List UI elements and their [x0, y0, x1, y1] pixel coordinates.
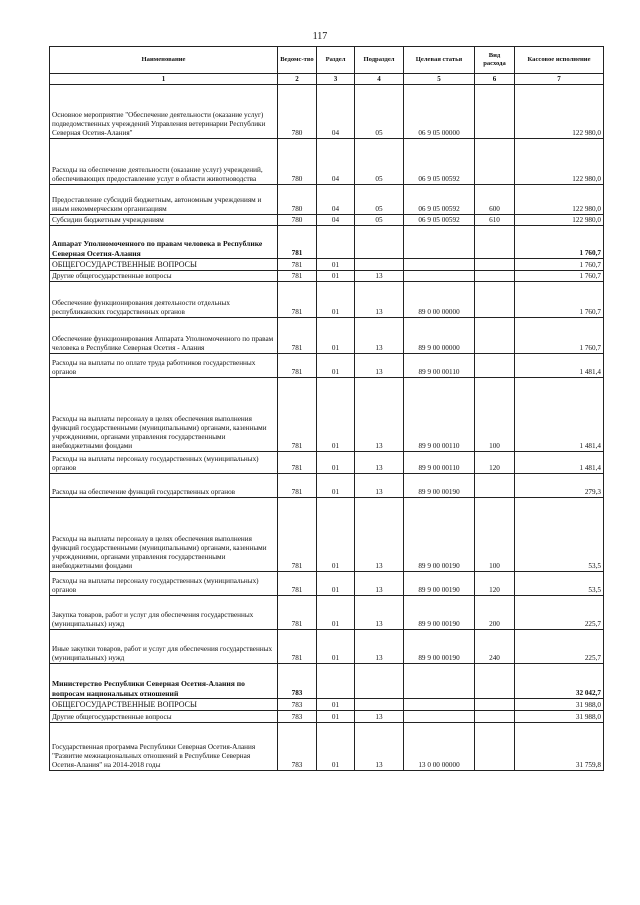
- cell-name: ОБЩЕГОСУДАРСТВЕННЫЕ ВОПРОСЫ: [50, 259, 278, 271]
- cell-target: 06 9 05 00592: [404, 139, 475, 185]
- cell-name: Расходы на выплаты персоналу государственных (муниципальных) органов: [50, 572, 278, 596]
- table-row: [50, 259, 604, 271]
- cell-name: Иные закупки товаров, работ и услуг для обеспечения государственных (муниципальных) нужд: [50, 630, 278, 664]
- cell-dept: 781: [278, 378, 317, 452]
- cell-target: 06 9 05 00592: [404, 215, 475, 226]
- cell-cash: 1 760,7: [515, 226, 604, 259]
- table-row: [50, 572, 604, 596]
- cell-dept: 781: [278, 271, 317, 282]
- cell-exptype: [475, 85, 515, 139]
- cell-cash: 1 481,4: [515, 354, 604, 378]
- cell-dept: 781: [278, 452, 317, 474]
- cell-subsection: 05: [355, 185, 404, 215]
- table-row: [50, 596, 604, 630]
- cell-section: 01: [317, 630, 355, 664]
- table-row: [50, 354, 604, 378]
- cell-exptype: [475, 723, 515, 771]
- cell-section: 04: [317, 85, 355, 139]
- cell-exptype: 200: [475, 596, 515, 630]
- cell-exptype: [475, 139, 515, 185]
- cell-section: 01: [317, 711, 355, 723]
- cell-subsection: 13: [355, 378, 404, 452]
- cell-dept: 780: [278, 185, 317, 215]
- cell-cash: 1 760,7: [515, 318, 604, 354]
- cell-target: [404, 226, 475, 259]
- column-number: 6: [475, 74, 515, 85]
- cell-subsection: [355, 226, 404, 259]
- cell-subsection: 13: [355, 630, 404, 664]
- cell-section: 04: [317, 215, 355, 226]
- cell-target: 13 0 00 00000: [404, 723, 475, 771]
- cell-dept: 780: [278, 215, 317, 226]
- header-dept: Ведомс-тво: [278, 47, 317, 74]
- cell-dept: 781: [278, 630, 317, 664]
- column-number: 3: [317, 74, 355, 85]
- cell-section: 01: [317, 596, 355, 630]
- cell-dept: 781: [278, 498, 317, 572]
- cell-section: 01: [317, 498, 355, 572]
- cell-dept: 783: [278, 699, 317, 711]
- cell-subsection: 05: [355, 85, 404, 139]
- cell-cash: 122 980,0: [515, 85, 604, 139]
- cell-section: 01: [317, 572, 355, 596]
- cell-section: 01: [317, 723, 355, 771]
- cell-exptype: [475, 282, 515, 318]
- cell-name: Государственная программа Республики Северная Осетия-Алания "Развитие межнациональных отношений в Республике Северная Осетия-Алания" на 2014-2018 годы: [50, 723, 278, 771]
- cell-section: 01: [317, 282, 355, 318]
- cell-cash: 31 759,8: [515, 723, 604, 771]
- table-row: [50, 474, 604, 498]
- cell-dept: 783: [278, 723, 317, 771]
- cell-section: 01: [317, 378, 355, 452]
- table-row: [50, 318, 604, 354]
- table-row: [50, 139, 604, 185]
- cell-cash: 1 760,7: [515, 259, 604, 271]
- cell-exptype: [475, 711, 515, 723]
- column-number: 1: [50, 74, 278, 85]
- cell-cash: 225,7: [515, 596, 604, 630]
- cell-cash: 53,5: [515, 498, 604, 572]
- cell-dept: 781: [278, 596, 317, 630]
- cell-name: Обеспечение функционирования деятельности отдельных республиканских государственных органов: [50, 282, 278, 318]
- cell-subsection: 13: [355, 572, 404, 596]
- cell-dept: 783: [278, 664, 317, 699]
- page-number: 117: [312, 31, 328, 42]
- cell-subsection: 13: [355, 723, 404, 771]
- table-row: [50, 723, 604, 771]
- cell-cash: 1 760,7: [515, 282, 604, 318]
- cell-subsection: 05: [355, 215, 404, 226]
- table-row: [50, 282, 604, 318]
- cell-cash: 279,3: [515, 474, 604, 498]
- cell-cash: 53,5: [515, 572, 604, 596]
- cell-subsection: 13: [355, 354, 404, 378]
- cell-exptype: 610: [475, 215, 515, 226]
- cell-name: Расходы на выплаты по оплате труда работников государственных органов: [50, 354, 278, 378]
- cell-target: [404, 699, 475, 711]
- cell-dept: 780: [278, 85, 317, 139]
- cell-cash: 1 760,7: [515, 271, 604, 282]
- cell-target: 89 9 00 00000: [404, 318, 475, 354]
- header-name: Наименование: [50, 47, 278, 74]
- cell-target: 89 0 00 00000: [404, 282, 475, 318]
- cell-subsection: 13: [355, 711, 404, 723]
- table-row: [50, 452, 604, 474]
- table-row: [50, 85, 604, 139]
- cell-name: Закупка товаров, работ и услуг для обеспечения государственных (муниципальных) нужд: [50, 596, 278, 630]
- cell-exptype: [475, 226, 515, 259]
- cell-target: 89 9 00 00190: [404, 572, 475, 596]
- cell-section: 01: [317, 259, 355, 271]
- cell-exptype: 600: [475, 185, 515, 215]
- cell-cash: 122 980,0: [515, 215, 604, 226]
- cell-target: 89 9 00 00110: [404, 378, 475, 452]
- cell-exptype: [475, 318, 515, 354]
- cell-subsection: 13: [355, 282, 404, 318]
- cell-exptype: [475, 474, 515, 498]
- cell-exptype: 120: [475, 452, 515, 474]
- cell-exptype: [475, 699, 515, 711]
- cell-section: 01: [317, 354, 355, 378]
- cell-subsection: [355, 259, 404, 271]
- cell-cash: 31 988,0: [515, 711, 604, 723]
- cell-dept: 783: [278, 711, 317, 723]
- table-row: [50, 699, 604, 711]
- cell-dept: 781: [278, 572, 317, 596]
- cell-target: [404, 259, 475, 271]
- cell-target: 89 9 00 00190: [404, 596, 475, 630]
- column-number: 2: [278, 74, 317, 85]
- cell-subsection: 13: [355, 318, 404, 354]
- column-number-row: [50, 74, 604, 85]
- cell-target: 06 9 05 00592: [404, 185, 475, 215]
- column-number: 5: [404, 74, 475, 85]
- cell-subsection: 13: [355, 596, 404, 630]
- cell-exptype: 120: [475, 572, 515, 596]
- cell-subsection: 13: [355, 498, 404, 572]
- cell-section: 01: [317, 271, 355, 282]
- cell-dept: 781: [278, 474, 317, 498]
- table-row: [50, 711, 604, 723]
- cell-dept: 781: [278, 226, 317, 259]
- cell-target: [404, 664, 475, 699]
- table-row: [50, 271, 604, 282]
- cell-dept: 781: [278, 259, 317, 271]
- column-number: 7: [515, 74, 604, 85]
- cell-dept: 780: [278, 139, 317, 185]
- cell-name: Другие общегосударственные вопросы: [50, 711, 278, 723]
- cell-section: 01: [317, 452, 355, 474]
- cell-exptype: 100: [475, 378, 515, 452]
- cell-exptype: 100: [475, 498, 515, 572]
- header-row: [50, 47, 604, 74]
- cell-name: Министерство Республики Северная Осетия-Алания по вопросам национальных отношений: [50, 664, 278, 699]
- cell-name: Расходы на выплаты персоналу государственных (муниципальных) органов: [50, 452, 278, 474]
- cell-dept: 781: [278, 354, 317, 378]
- table-row: [50, 226, 604, 259]
- cell-target: 89 9 00 00110: [404, 354, 475, 378]
- cell-name: Расходы на выплаты персоналу в целях обеспечения выполнения функций государственными (муниципальными) органами, казенными учреждениями, органами управления государственными внебюджетными фондами: [50, 498, 278, 572]
- table-row: [50, 498, 604, 572]
- cell-name: Обеспечение функционирования Аппарата Уполномоченного по правам человека в Республике Северная Осетия - Алания: [50, 318, 278, 354]
- cell-cash: 32 042,7: [515, 664, 604, 699]
- cell-section: 04: [317, 185, 355, 215]
- table-row: [50, 378, 604, 452]
- budget-execution-table: [49, 46, 604, 771]
- cell-target: [404, 711, 475, 723]
- cell-cash: 225,7: [515, 630, 604, 664]
- cell-subsection: [355, 664, 404, 699]
- table-row: [50, 664, 604, 699]
- cell-section: 01: [317, 474, 355, 498]
- table-row: [50, 630, 604, 664]
- cell-exptype: [475, 271, 515, 282]
- cell-name: Другие общегосударственные вопросы: [50, 271, 278, 282]
- cell-target: 89 9 00 00110: [404, 452, 475, 474]
- cell-dept: 781: [278, 318, 317, 354]
- table-row: [50, 215, 604, 226]
- cell-section: 01: [317, 699, 355, 711]
- cell-section: 01: [317, 318, 355, 354]
- cell-exptype: [475, 664, 515, 699]
- cell-cash: 31 988,0: [515, 699, 604, 711]
- cell-cash: 1 481,4: [515, 378, 604, 452]
- cell-cash: 122 980,0: [515, 185, 604, 215]
- header-exptype: Вид расхода: [475, 47, 515, 74]
- cell-subsection: 05: [355, 139, 404, 185]
- cell-name: Предоставление субсидий бюджетным, автономным учреждениям и иным некоммерческим организациям: [50, 185, 278, 215]
- cell-name: Расходы на обеспечение функций государственных органов: [50, 474, 278, 498]
- header-target: Целевая статья: [404, 47, 475, 74]
- cell-name: Субсидии бюджетным учреждениям: [50, 215, 278, 226]
- cell-target: 89 9 00 00190: [404, 498, 475, 572]
- table-row: [50, 185, 604, 215]
- header-subsection: Подраздел: [355, 47, 404, 74]
- cell-target: [404, 271, 475, 282]
- cell-name: Расходы на выплаты персоналу в целях обеспечения выполнения функций государственными (муниципальными) органами, казенными учреждениями, органами управления государственными внебюджетными фондами: [50, 378, 278, 452]
- cell-name: Расходы на обеспечение деятельности (оказание услуг) учреждений, обеспечивающих предоставление услуг в области животноводства: [50, 139, 278, 185]
- cell-target: 06 9 05 00000: [404, 85, 475, 139]
- cell-exptype: 240: [475, 630, 515, 664]
- cell-section: [317, 226, 355, 259]
- column-number: 4: [355, 74, 404, 85]
- cell-section: 04: [317, 139, 355, 185]
- cell-section: [317, 664, 355, 699]
- header-section: Раздел: [317, 47, 355, 74]
- cell-exptype: [475, 259, 515, 271]
- header-cash: Кассовое исполнение: [515, 47, 604, 74]
- cell-name: Аппарат Уполномоченного по правам человека в Республике Северная Осетия-Алания: [50, 226, 278, 259]
- cell-subsection: 13: [355, 452, 404, 474]
- cell-subsection: [355, 699, 404, 711]
- cell-subsection: 13: [355, 474, 404, 498]
- cell-dept: 781: [278, 282, 317, 318]
- cell-target: 89 9 00 00190: [404, 630, 475, 664]
- cell-exptype: [475, 354, 515, 378]
- cell-target: 89 9 00 00190: [404, 474, 475, 498]
- cell-subsection: 13: [355, 271, 404, 282]
- cell-cash: 1 481,4: [515, 452, 604, 474]
- cell-cash: 122 980,0: [515, 139, 604, 185]
- cell-name: ОБЩЕГОСУДАРСТВЕННЫЕ ВОПРОСЫ: [50, 699, 278, 711]
- cell-name: Основное мероприятие "Обеспечение деятельности (оказание услуг) подведомственных учреждений Управления ветеринарии Республики Северная Осетия-Алания": [50, 85, 278, 139]
